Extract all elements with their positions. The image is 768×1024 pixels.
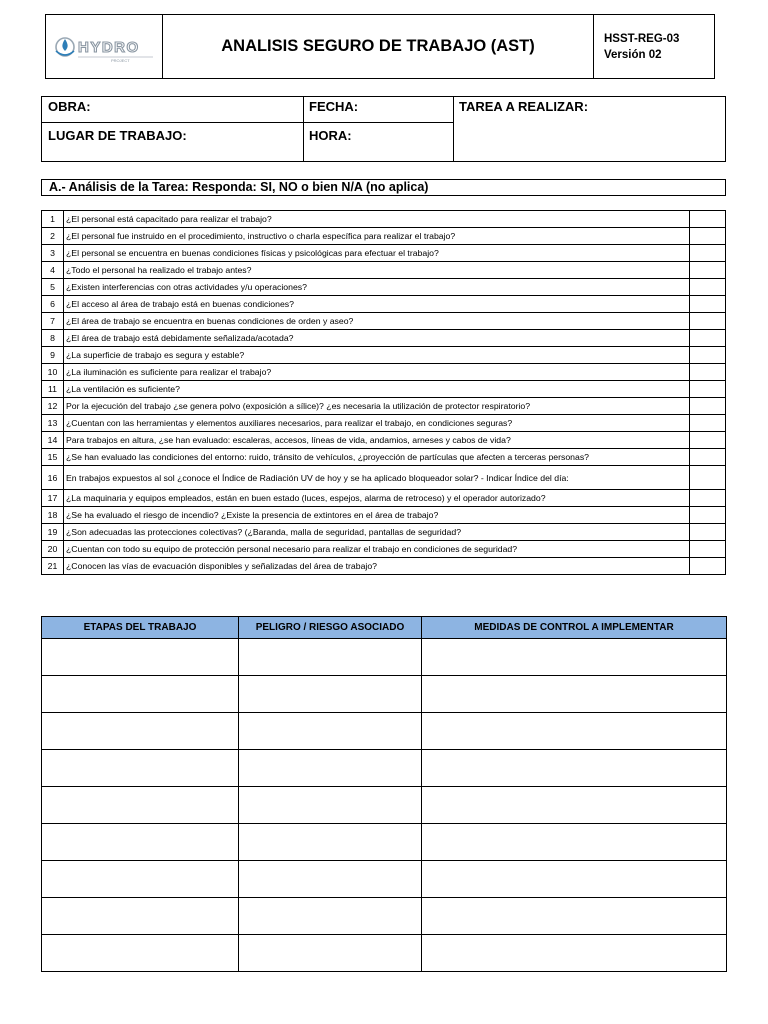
answer-cell[interactable]	[690, 262, 726, 279]
question-row	[42, 541, 726, 558]
stage-cell-medidas[interactable]	[422, 676, 727, 713]
question-number: 17	[42, 490, 64, 507]
logo	[46, 15, 163, 78]
stage-row	[42, 861, 727, 898]
hydro-logo-icon	[51, 27, 157, 67]
stage-cell-medidas[interactable]	[422, 639, 727, 676]
question-row	[42, 449, 726, 466]
stage-cell-etapa[interactable]	[42, 898, 239, 935]
question-text: ¿La maquinaria y equipos empleados, están en buen estado (luces, espejos, alarma de retroceso) y el operador autorizado?	[64, 490, 690, 507]
answer-cell[interactable]	[690, 415, 726, 432]
stage-cell-peligro[interactable]	[239, 935, 422, 972]
stage-cell-peligro[interactable]	[239, 787, 422, 824]
question-row	[42, 558, 726, 575]
stage-row	[42, 750, 727, 787]
question-number: 4	[42, 262, 64, 279]
divider	[42, 122, 453, 123]
stage-cell-etapa[interactable]	[42, 750, 239, 787]
question-number: 3	[42, 245, 64, 262]
document-code-block	[594, 15, 714, 78]
section-a-heading: A.- Análisis de la Tarea: Responda: SI, NO o bien N/A (no aplica)	[41, 179, 726, 196]
question-row	[42, 279, 726, 296]
question-text: ¿Existen interferencias con otras actividades y/u operaciones?	[64, 279, 690, 296]
stage-cell-medidas[interactable]	[422, 935, 727, 972]
question-number: 8	[42, 330, 64, 347]
stage-cell-etapa[interactable]	[42, 639, 239, 676]
stage-cell-peligro[interactable]	[239, 639, 422, 676]
column-header-peligro: PELIGRO / RIESGO ASOCIADO	[239, 617, 422, 639]
document-code: HSST-REG-03	[604, 33, 680, 45]
question-row	[42, 313, 726, 330]
question-text: ¿El área de trabajo se encuentra en buenas condiciones de orden y aseo?	[64, 313, 690, 330]
stage-cell-peligro[interactable]	[239, 898, 422, 935]
question-text: En trabajos expuestos al sol ¿conoce el Índice de Radiación UV de hoy y se ha aplicado bloqueador solar? - Indicar Índice del día:	[64, 466, 690, 490]
question-number: 15	[42, 449, 64, 466]
question-row	[42, 507, 726, 524]
question-number: 12	[42, 398, 64, 415]
question-number: 5	[42, 279, 64, 296]
question-row	[42, 330, 726, 347]
column-header-etapas: ETAPAS DEL TRABAJO	[42, 617, 239, 639]
question-text: ¿Son adecuadas las protecciones colectivas? (¿Baranda, malla de seguridad, pantallas de seguridad?	[64, 524, 690, 541]
question-text: ¿Todo el personal ha realizado el trabajo antes?	[64, 262, 690, 279]
stage-cell-medidas[interactable]	[422, 861, 727, 898]
question-number: 14	[42, 432, 64, 449]
question-text: ¿La ventilación es suficiente?	[64, 381, 690, 398]
stage-cell-medidas[interactable]	[422, 713, 727, 750]
answer-cell[interactable]	[690, 558, 726, 575]
question-text: Por la ejecución del trabajo ¿se genera polvo (exposición a sílice)? ¿es necesaria la utilización de protector respiratorio?	[64, 398, 690, 415]
question-row	[42, 398, 726, 415]
stage-row	[42, 824, 727, 861]
question-number: 13	[42, 415, 64, 432]
answer-cell[interactable]	[690, 211, 726, 228]
stage-row	[42, 676, 727, 713]
stage-cell-etapa[interactable]	[42, 935, 239, 972]
stage-cell-etapa[interactable]	[42, 861, 239, 898]
question-number: 19	[42, 524, 64, 541]
question-number: 6	[42, 296, 64, 313]
question-row	[42, 296, 726, 313]
question-row	[42, 415, 726, 432]
answer-cell[interactable]	[690, 524, 726, 541]
field-hora[interactable]: HORA:	[309, 128, 352, 143]
stage-cell-medidas[interactable]	[422, 787, 727, 824]
answer-cell[interactable]	[690, 313, 726, 330]
stage-cell-medidas[interactable]	[422, 750, 727, 787]
stage-cell-peligro[interactable]	[239, 861, 422, 898]
field-tarea[interactable]: TAREA A REALIZAR:	[459, 99, 589, 114]
question-text: ¿Se han evaluado las condiciones del entorno: ruido, tránsito de vehículos, ¿proyección de partículas que afecten a terceras personas?	[64, 449, 690, 466]
stage-row	[42, 898, 727, 935]
answer-cell[interactable]	[690, 330, 726, 347]
question-text: ¿Conocen las vías de evacuación disponibles y señalizadas del área de trabajo?	[64, 558, 690, 575]
stages-table	[41, 616, 727, 972]
answer-cell[interactable]	[690, 432, 726, 449]
question-row	[42, 381, 726, 398]
column-header-medidas: MEDIDAS DE CONTROL A IMPLEMENTAR	[422, 617, 727, 639]
question-row	[42, 524, 726, 541]
question-text: ¿El acceso al área de trabajo está en buenas condiciones?	[64, 296, 690, 313]
question-number: 2	[42, 228, 64, 245]
question-row	[42, 211, 726, 228]
questions-table	[41, 210, 726, 575]
answer-cell[interactable]	[690, 245, 726, 262]
field-obra[interactable]: OBRA:	[48, 99, 91, 114]
question-row	[42, 432, 726, 449]
logo-wordmark: HYDRO	[78, 38, 140, 56]
stage-row	[42, 935, 727, 972]
question-text: ¿Cuentan con todo su equipo de protección personal necesario para realizar el trabajo en condiciones de seguridad?	[64, 541, 690, 558]
field-fecha[interactable]: FECHA:	[309, 99, 359, 114]
question-number: 1	[42, 211, 64, 228]
answer-cell[interactable]	[690, 347, 726, 364]
answer-cell[interactable]	[690, 490, 726, 507]
stage-cell-medidas[interactable]	[422, 824, 727, 861]
question-row	[42, 490, 726, 507]
question-row	[42, 228, 726, 245]
stage-cell-medidas[interactable]	[422, 898, 727, 935]
question-number: 11	[42, 381, 64, 398]
document-header	[45, 14, 715, 79]
answer-cell[interactable]	[690, 279, 726, 296]
answer-cell[interactable]	[690, 541, 726, 558]
work-info-box	[41, 96, 726, 162]
question-text: ¿Se ha evaluado el riesgo de incendio? ¿Existe la presencia de extintores en el área de trabajo?	[64, 507, 690, 524]
stage-cell-etapa[interactable]	[42, 787, 239, 824]
question-number: 7	[42, 313, 64, 330]
question-number: 20	[42, 541, 64, 558]
stage-row	[42, 787, 727, 824]
field-lugar-de-trabajo[interactable]: LUGAR DE TRABAJO:	[48, 128, 187, 143]
answer-cell[interactable]	[690, 466, 726, 490]
stage-cell-etapa[interactable]	[42, 824, 239, 861]
stage-cell-etapa[interactable]	[42, 713, 239, 750]
question-row	[42, 347, 726, 364]
question-row	[42, 262, 726, 279]
question-text: ¿Cuentan con las herramientas y elementos auxiliares necesarios, para realizar el trabajo, en condiciones seguras?	[64, 415, 690, 432]
answer-cell[interactable]	[690, 296, 726, 313]
stage-cell-peligro[interactable]	[239, 824, 422, 861]
stage-row	[42, 639, 727, 676]
logo-subtext: PROJECT	[111, 57, 130, 63]
answer-cell[interactable]	[690, 381, 726, 398]
question-text: ¿El personal está capacitado para realizar el trabajo?	[64, 211, 690, 228]
answer-cell[interactable]	[690, 398, 726, 415]
question-number: 21	[42, 558, 64, 575]
answer-cell[interactable]	[690, 507, 726, 524]
document-title: ANALISIS SEGURO DE TRABAJO (AST)	[163, 15, 594, 78]
answer-cell[interactable]	[690, 449, 726, 466]
question-number: 18	[42, 507, 64, 524]
question-text: Para trabajos en altura, ¿se han evaluado: escaleras, accesos, líneas de vida, andamios, arneses y cabos de vida?	[64, 432, 690, 449]
document-version: Versión 02	[604, 49, 662, 61]
stage-cell-etapa[interactable]	[42, 676, 239, 713]
question-number: 9	[42, 347, 64, 364]
question-text: ¿El personal se encuentra en buenas condiciones físicas y psicológicas para efectuar el trabajo?	[64, 245, 690, 262]
stage-cell-peligro[interactable]	[239, 676, 422, 713]
question-text: ¿El personal fue instruido en el procedimiento, instructivo o charla específica para realizar el trabajo?	[64, 228, 690, 245]
question-row	[42, 466, 726, 490]
question-row	[42, 245, 726, 262]
question-text: ¿La superficie de trabajo es segura y estable?	[64, 347, 690, 364]
stage-cell-peligro[interactable]	[239, 750, 422, 787]
question-number: 10	[42, 364, 64, 381]
question-text: ¿El área de trabajo está debidamente señalizada/acotada?	[64, 330, 690, 347]
question-number: 16	[42, 466, 64, 490]
stage-cell-peligro[interactable]	[239, 713, 422, 750]
answer-cell[interactable]	[690, 364, 726, 381]
answer-cell[interactable]	[690, 228, 726, 245]
question-row	[42, 364, 726, 381]
question-text: ¿La iluminación es suficiente para realizar el trabajo?	[64, 364, 690, 381]
stage-row	[42, 713, 727, 750]
